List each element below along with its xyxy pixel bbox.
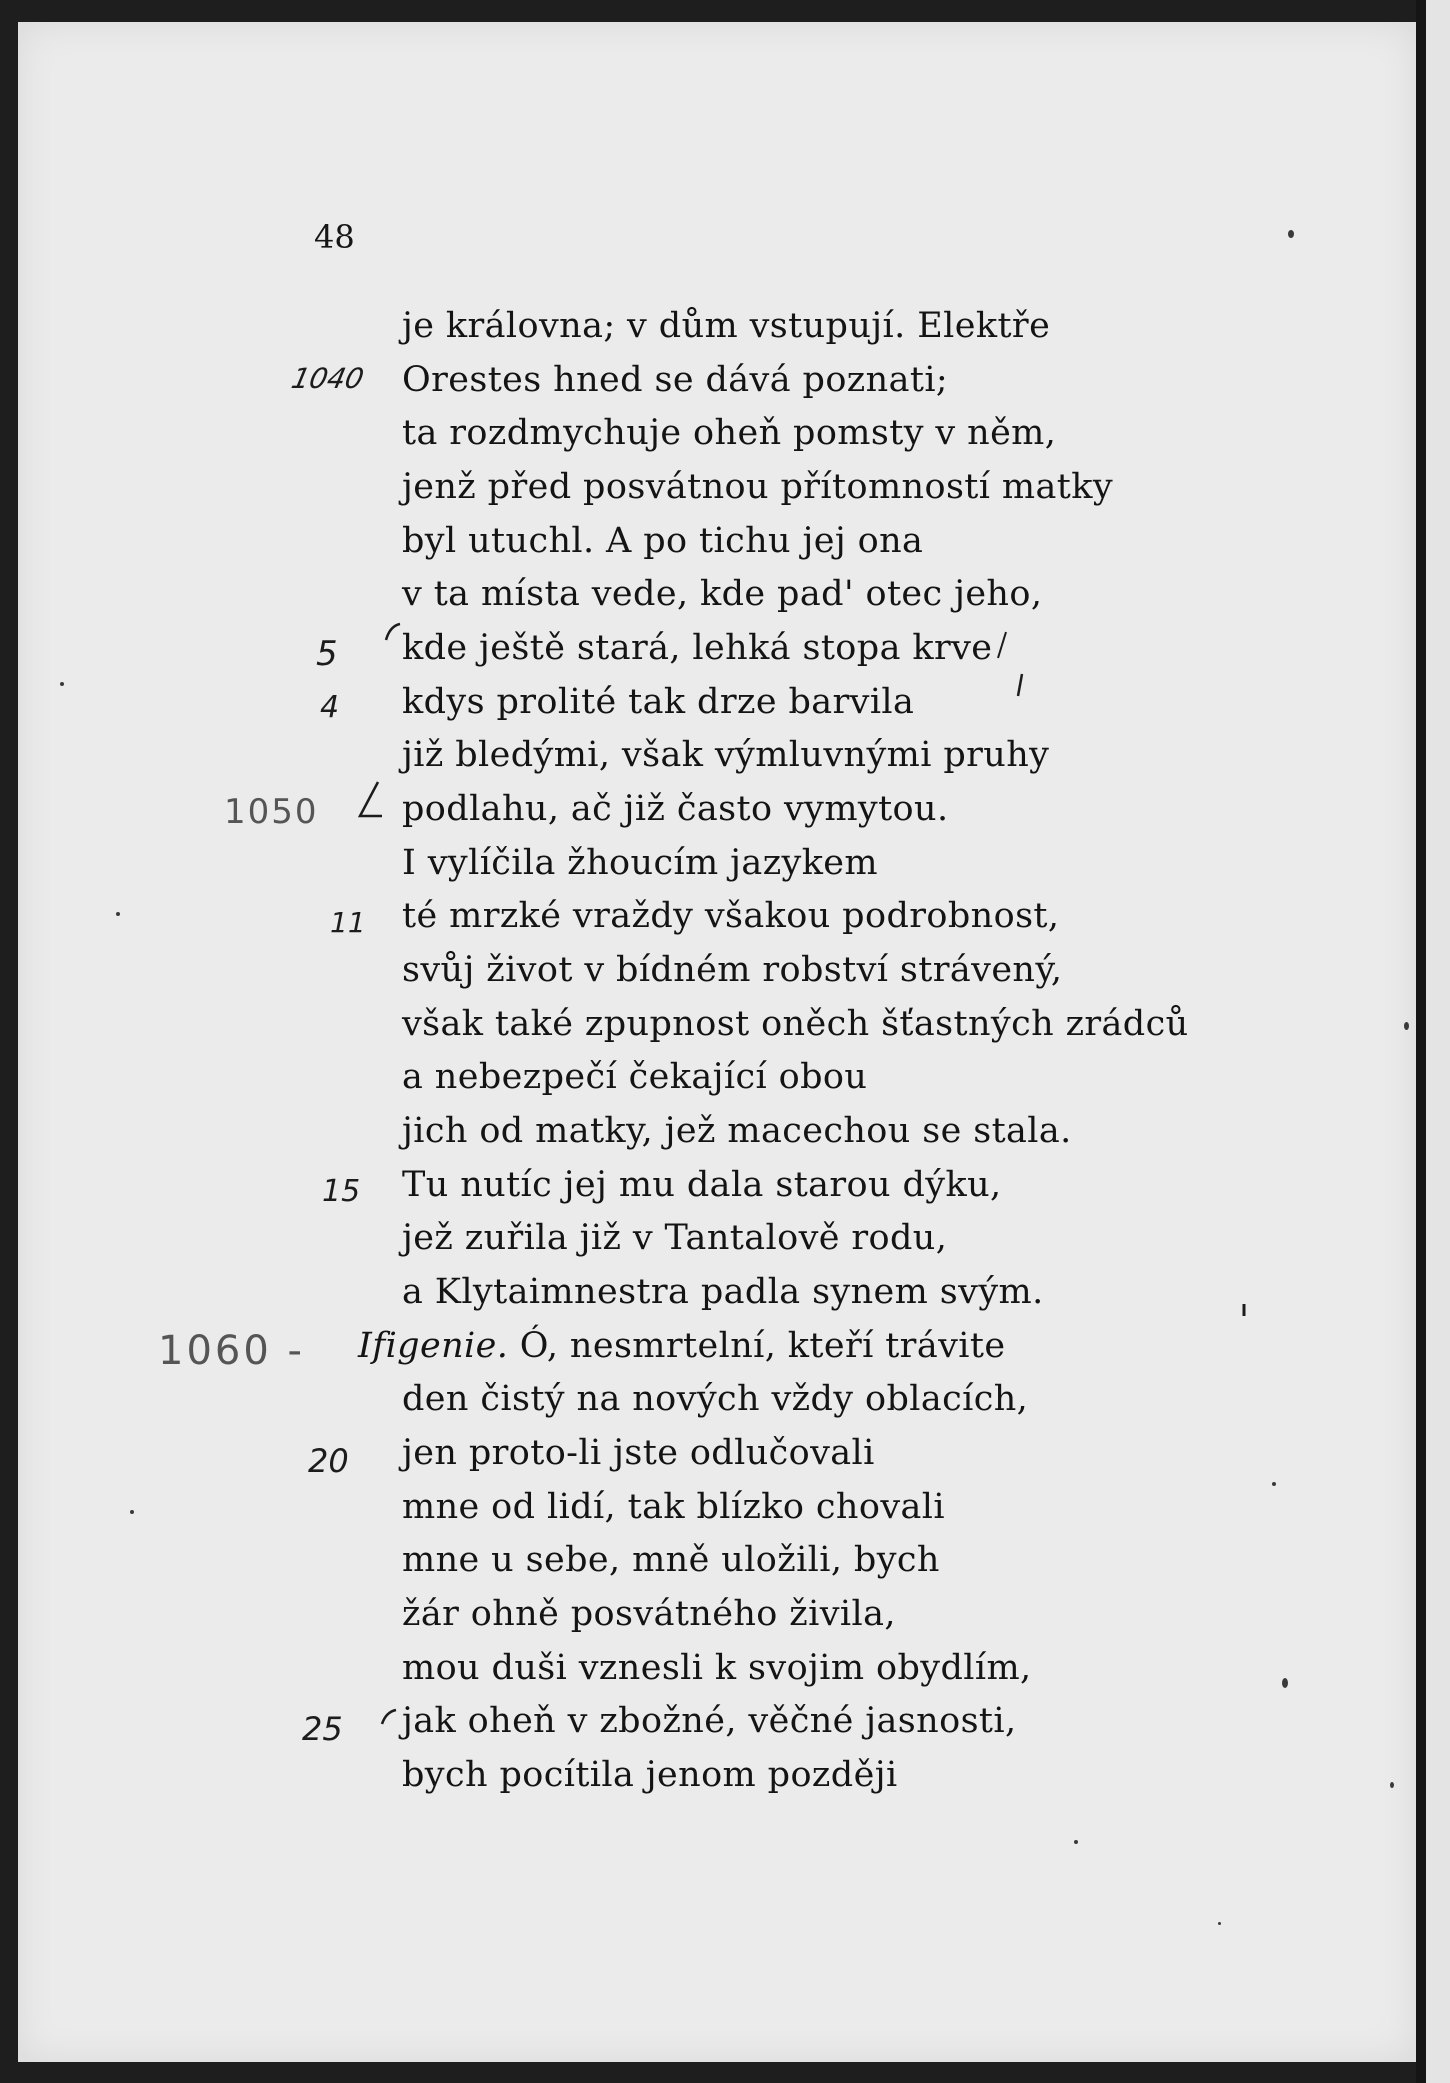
verse-line: I vylíčila žhoucím jazykem — [402, 843, 879, 883]
margin-note-1060: 1060 - — [158, 1328, 305, 1374]
scan-speck — [1218, 1922, 1221, 1925]
verse-line: mne od lidí, tak blízko chovali — [402, 1487, 945, 1527]
verse-line: svůj život v bídném robství strávený, — [402, 950, 1063, 990]
speech-first-line: Ó, nesmrtelní, kteří trávite — [519, 1326, 1006, 1366]
scan-speck — [1288, 230, 1294, 238]
verse-line: jak oheň v zbožné, věčné jasnosti, — [402, 1701, 1017, 1741]
verse-line: Tu nutíc jej mu dala starou dýku, — [402, 1165, 1002, 1205]
margin-note-15: 15 — [322, 1174, 361, 1209]
book-page — [18, 22, 1416, 2062]
speech-opening-line — [358, 1326, 1005, 1366]
scan-speck — [1074, 1840, 1078, 1844]
verse-line: jenž před posvátnou přítomností matky — [402, 467, 1113, 507]
margin-note-1050: 1050 — [224, 792, 319, 832]
verse-line: bych pocítila jenom později — [402, 1755, 898, 1795]
slash-mark — [1018, 674, 1022, 696]
scan-speck — [60, 682, 64, 686]
verse-line: mou duši vznesli k svojim obydlím, — [402, 1648, 1032, 1688]
verse-line: jež zuřila již v Tantalově rodu, — [402, 1218, 948, 1258]
scan-speck — [1272, 1482, 1276, 1486]
bracket-mark — [386, 624, 400, 640]
scan-speck — [1282, 1678, 1288, 1688]
margin-note-1040: 1040 — [288, 362, 367, 395]
speaker-name: Ifigenie. — [358, 1326, 509, 1366]
verse-line: Orestes hned se dává poznati; — [402, 360, 949, 400]
adjacent-page-edge — [1426, 0, 1450, 2083]
verse-line: podlahu, ač již často vymytou. — [402, 789, 949, 829]
verse-line: a nebezpečí čekající obou — [402, 1057, 868, 1097]
page-number: 48 — [314, 218, 355, 256]
verse-line: a Klytaimnestra padla synem svým. — [402, 1272, 1044, 1312]
verse-line: byl utuchl. A po tichu jej ona — [402, 521, 924, 561]
margin-note-5: 5 — [316, 634, 338, 674]
verse-line: ta rozdmychuje oheň pomsty v něm, — [402, 413, 1057, 453]
verse-line: té mrzké vraždy všakou podrobnost, — [402, 896, 1060, 936]
verse-line: v ta místa vede, kde pad' otec jeho, — [402, 574, 1043, 614]
scan-speck — [116, 912, 120, 916]
verse-line: den čistý na nových vždy oblacích, — [402, 1379, 1029, 1419]
verse-line: jich od matky, jež macechou se stala. — [402, 1111, 1072, 1151]
correction-mark — [998, 632, 1006, 658]
verse-line: však také zpupnost oněch šťastných zrádců — [402, 1004, 1189, 1044]
verse-line: jen proto-li jste odlučovali — [402, 1433, 875, 1473]
scan-speck — [1404, 1022, 1409, 1030]
scan-speck — [1390, 1782, 1394, 1788]
bracket-mark — [382, 1710, 396, 1724]
bracket-mark — [360, 782, 382, 816]
verse-line: již bledými, však výmluvnými pruhy — [402, 735, 1050, 775]
margin-note-20: 20 — [308, 1442, 349, 1480]
scan-edge-shadow — [1416, 0, 1426, 2083]
scan-speck — [130, 1510, 134, 1514]
margin-note-4: 4 — [320, 690, 340, 725]
verse-line: kdys prolité tak drze barvila — [402, 682, 915, 722]
margin-note-11: 11 — [330, 906, 366, 939]
margin-note-25: 25 — [302, 1710, 343, 1748]
verse-line: mne u sebe, mně uložili, bych — [402, 1540, 940, 1580]
verse-line: kde ještě stará, lehká stopa krve — [402, 628, 993, 668]
verse-line: je královna; v dům vstupují. Elektře — [402, 306, 1051, 346]
verse-line: žár ohně posvátného živila, — [402, 1594, 896, 1634]
